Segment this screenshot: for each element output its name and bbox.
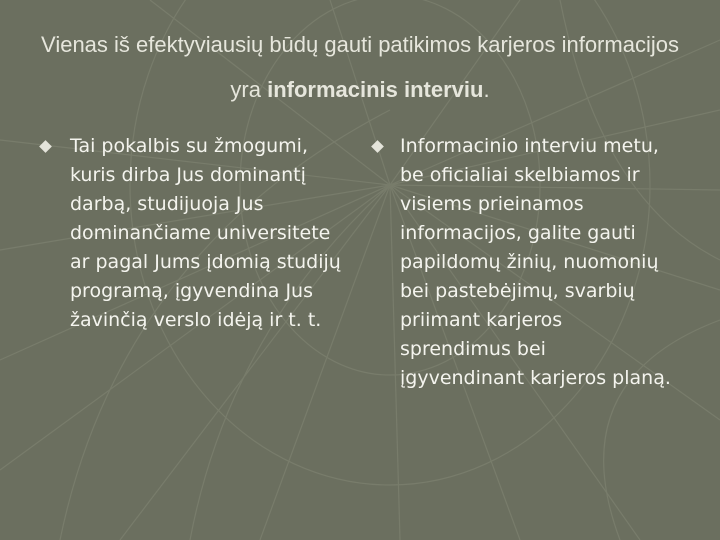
title-emphasis: informacinis interviu: [267, 77, 484, 102]
slide-title: [40, 22, 680, 112]
bullet-text-left: Tai pokalbis su žmogumi, kuris dirba Jus dominantį darbą, studijuoja Jus dominančiame universitete ar pagal Jums įdomią studijų programą, įgyvendina Jus žavinčią verslo idėją ir t. t.: [70, 135, 341, 331]
bullet-text-right: Informacinio interviu metu, be oficialiai skelbiamos ir visiems prieinamos informacijos, galite gauti papildomų žinių, nuomonių bei pastebėjimų, svarbių priimant karjeros sprendimus bei įgyvendinant karjeros planą.: [400, 135, 671, 389]
title-period: .: [483, 77, 490, 102]
title-text: Vienas iš efektyviausių būdų gauti patikimos karjeros informacijos yra: [41, 32, 679, 102]
